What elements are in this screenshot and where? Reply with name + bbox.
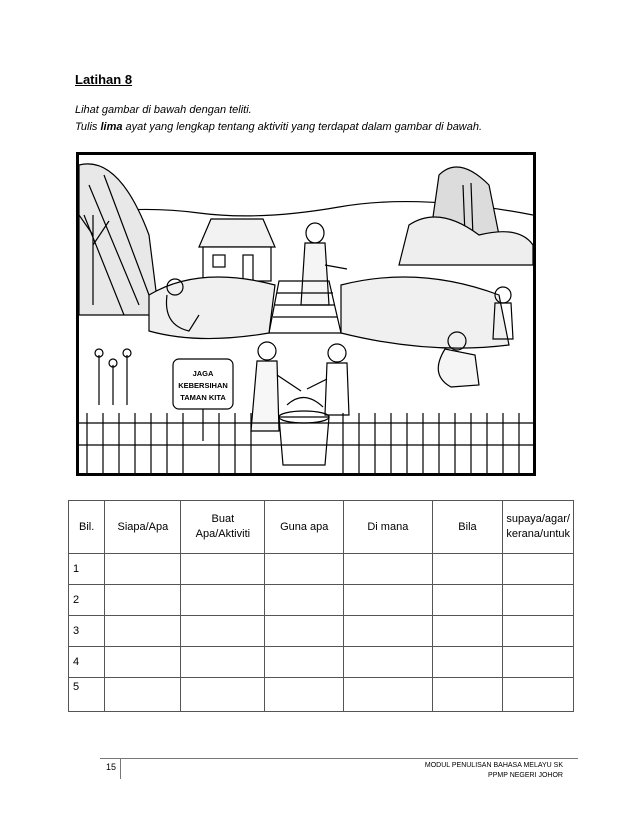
- sign-text-line-3: TAMAN KITA: [180, 393, 226, 402]
- answer-cell[interactable]: [105, 647, 181, 678]
- answer-cell[interactable]: [503, 678, 574, 712]
- table-header-row: [69, 501, 574, 554]
- instruction-line-2-bold: lima: [100, 121, 123, 133]
- header-supaya-line-2: kerana/untuk: [506, 528, 570, 540]
- header-siapa: Siapa/Apa: [105, 501, 181, 554]
- sign-text-line-2: KEBERSIHAN: [178, 381, 228, 390]
- sign-text-line-1: JAGA: [192, 369, 214, 378]
- row-number: 4: [69, 647, 105, 678]
- header-bila: Bila: [432, 501, 503, 554]
- answer-cell[interactable]: [344, 647, 432, 678]
- answer-cell[interactable]: [265, 678, 344, 712]
- instruction-line-1: Lihat gambar di bawah dengan teliti.: [75, 104, 252, 116]
- answer-cell[interactable]: [105, 585, 181, 616]
- answer-cell[interactable]: [105, 554, 181, 585]
- row-number: 5: [69, 678, 105, 712]
- answer-cell[interactable]: [503, 616, 574, 647]
- answer-cell[interactable]: [105, 678, 181, 712]
- answer-cell[interactable]: [432, 585, 503, 616]
- page-number: 15: [106, 762, 117, 772]
- header-bil: Bil.: [69, 501, 105, 554]
- answer-cell[interactable]: [265, 616, 344, 647]
- park-illustration: [76, 152, 536, 476]
- page-number-divider: [120, 759, 121, 779]
- answer-cell[interactable]: [181, 554, 265, 585]
- header-dimana: Di mana: [344, 501, 432, 554]
- table-row: [69, 678, 574, 712]
- table-row: [69, 554, 574, 585]
- exercise-title: Latihan 8: [75, 72, 133, 87]
- answer-table: [68, 500, 574, 712]
- answer-cell[interactable]: [503, 647, 574, 678]
- header-buat-line-1: Buat: [211, 513, 235, 525]
- footer-divider: [100, 758, 578, 759]
- answer-cell[interactable]: [344, 554, 432, 585]
- answer-cell[interactable]: [344, 678, 432, 712]
- park-scene-drawing: [79, 155, 533, 473]
- footer-module-title: MODUL PENULISAN BAHASA MELAYU SK: [424, 762, 563, 769]
- answer-cell[interactable]: [181, 678, 265, 712]
- answer-cell[interactable]: [432, 647, 503, 678]
- answer-cell[interactable]: [181, 647, 265, 678]
- instruction-line-2-post: ayat yang lengkap tentang aktiviti yang terdapat dalam gambar di bawah.: [122, 121, 483, 133]
- answer-cell[interactable]: [265, 554, 344, 585]
- answer-cell[interactable]: [344, 616, 432, 647]
- answer-cell[interactable]: [105, 616, 181, 647]
- header-supaya: [503, 501, 574, 554]
- footer-organization: PPMP NEGERI JOHOR: [488, 772, 563, 779]
- header-supaya-line-1: supaya/agar/: [506, 513, 570, 525]
- answer-cell[interactable]: [432, 678, 503, 712]
- answer-cell[interactable]: [432, 554, 503, 585]
- answer-cell[interactable]: [265, 647, 344, 678]
- instruction-line-2-pre: Tulis: [75, 121, 101, 133]
- row-number: 2: [69, 585, 105, 616]
- header-buat-line-2: Apa/Aktiviti: [195, 528, 251, 540]
- table-row: [69, 585, 574, 616]
- answer-cell[interactable]: [503, 554, 574, 585]
- table-row: [69, 616, 574, 647]
- header-buat: [181, 501, 265, 554]
- answer-cell[interactable]: [344, 585, 432, 616]
- answer-cell[interactable]: [265, 585, 344, 616]
- answer-cell[interactable]: [181, 616, 265, 647]
- answer-cell[interactable]: [181, 585, 265, 616]
- instruction-line-2: [75, 121, 482, 133]
- answer-cell[interactable]: [503, 585, 574, 616]
- table-row: [69, 647, 574, 678]
- row-number: 1: [69, 554, 105, 585]
- header-guna: Guna apa: [265, 501, 344, 554]
- row-number: 3: [69, 616, 105, 647]
- answer-cell[interactable]: [432, 616, 503, 647]
